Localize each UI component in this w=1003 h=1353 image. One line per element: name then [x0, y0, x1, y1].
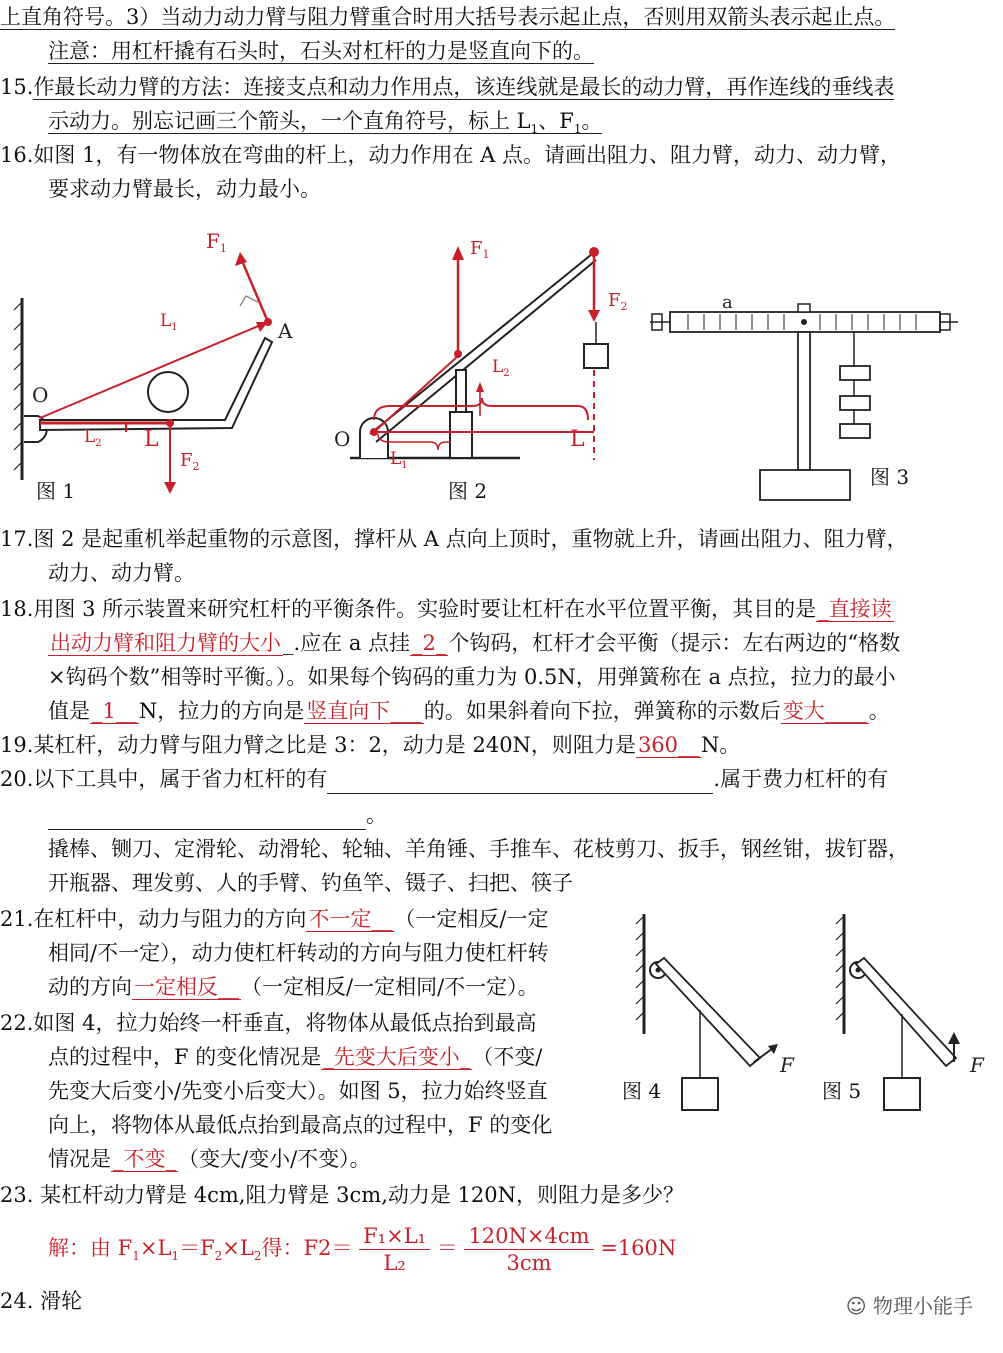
fraction-formula: $\frac{\text{F₁×L₁}}{\text{L₂}}$ [359, 1223, 430, 1276]
figure-5 [820, 910, 1000, 1120]
question-20-b: 。 [48, 800, 387, 830]
fraction-values: $\frac{120N\times 4cm}{3cm}$ [464, 1223, 593, 1276]
question-15: 15.作最长动力臂的方法：连接支点和动力作用点，该连线就是最长的动力臂，再作连线的垂线表 [0, 75, 895, 99]
solution: 解：由 $F_1\times L_1=F_2\times L_2$得：F2＝ $\frac{\text{F₁×L₁}}{\text{L₂}}$ ＝ $\frac{120N\times 4cm}{3cm}$ =160N [48, 1224, 677, 1275]
f1-label: $F_1$ [206, 229, 227, 255]
wechat-icon: ☺ [845, 1294, 867, 1318]
text-line: 上直角符号。3）当动力动力臂与阻力臂重合时用大括号表示起止点，否则用双箭头表示起止点。 [0, 5, 896, 29]
figure-3-caption: 图 3 [870, 465, 910, 489]
l1-label: $L_1$ [160, 311, 178, 333]
figure-3 [648, 290, 978, 510]
question-18: 18.用图 3 所示装置来研究杠杆的平衡条件。实验时要让杠杆在水平位置平衡，其目的是_直接读 [0, 597, 892, 621]
question-16-cont: 要求动力臂最长，动力最小。 [48, 177, 321, 201]
question-17-cont: 动力、动力臂。 [48, 561, 195, 585]
question-22: 22.如图 4，拉力始终一杆垂直，将物体从最低点抬到最高 [0, 1011, 537, 1035]
question-20-c: 撬棒、铡刀、定滑轮、动滑轮、轮轴、羊角锤、手推车、花枝剪刀、扳手，钢丝钳，拔钉器， [48, 837, 909, 861]
pivot-o-label-fig2: O [334, 427, 351, 451]
f2-label: $F_2$ [180, 450, 200, 473]
answer-blank[interactable] [48, 807, 366, 830]
question-22-b: 点的过程中，F 的变化情况是_先变大后变小_（不变/ [48, 1045, 543, 1069]
question-16: 16.如图 1，有一物体放在弯曲的杆上，动力作用在 A 点。请画出阻力、阻力臂，动力、动力臂， [0, 143, 901, 167]
text-line: 注意：用杠杆撬有石头时，石头对杠杆的力是竖直向下的。 [48, 39, 594, 63]
force-f-label-fig4: F [780, 1053, 794, 1077]
figure-2 [330, 220, 628, 510]
question-17: 17.图 2 是起重机举起重物的示意图，撑杆从 A 点向上顶时，重物就上升，请画出阻力、阻力臂， [0, 527, 908, 551]
question-20: 20.以下工具中，属于省力杠杆的有 .属于费力杠杆的有 [0, 764, 888, 794]
figure-2-caption: 图 2 [448, 479, 488, 503]
point-a-label: A [278, 319, 293, 343]
question-23: 23. 某杠杆动力臂是 4cm,阻力臂是 3cm,动力是 120N，则阻力是多少？ [0, 1183, 684, 1207]
question-18-c: ×钩码个数”相等时平衡。）。如果每个钩码的重力为 0.5N，用弹簧称在 a 点拉，拉力的最小 [48, 665, 896, 689]
f1-label-fig2: $F_1$ [470, 238, 490, 261]
figure-1-caption: 图 1 [36, 479, 76, 503]
question-18-b: 出动力臂和阻力臂的大小_.应在 a 点挂_2_个钩码，杠杆才会平衡（提示：左右两边的“格数 [50, 631, 901, 655]
question-21-b: 相同/不一定），动力使杠杆转动的方向与阻力使杠杆转 [48, 941, 549, 965]
question-22-e: 情况是_不变_（变大/变小/不变）。 [48, 1147, 371, 1171]
l1-label-fig2: $L_1$ [390, 449, 408, 471]
question-20-d: 开瓶器、理发剪、人的手臂、钓鱼竿、镊子、扫把、筷子 [48, 871, 573, 895]
question-24: 24. 滑轮 [0, 1289, 83, 1313]
l-label: L [144, 427, 159, 452]
l2-label: $L_2$ [84, 427, 102, 449]
figure-5-caption: 图 5 [822, 1079, 862, 1103]
figure-4 [620, 910, 810, 1120]
answer-blank[interactable] [327, 771, 713, 794]
question-21-c: 动的方向一定相反__（一定相反/一定相同/不一定）。 [48, 975, 539, 999]
question-22-d: 向上，将物体从最低点抬到最高点的过程中，F 的变化 [48, 1113, 553, 1137]
l2-label-fig2: $L_2$ [492, 357, 510, 379]
figure-4-caption: 图 4 [622, 1079, 662, 1103]
question-15-cont: 示动力。别忘记画三个箭头，一个直角符号，标上 $L_1$、$F_1$。 [48, 109, 603, 137]
pivot-o-label: O [32, 383, 49, 407]
f2-label-fig2: $F_2$ [608, 290, 628, 313]
question-19: 19.某杠杆，动力臂与阻力臂之比是 3：2，动力是 240N，则阻力是360__N。 [0, 733, 741, 757]
l-label-fig2: L [570, 427, 585, 452]
question-18-d: 值是_1__N，拉力的方向是竖直向下___的。如果斜着向下拉，弹簧称的示数后变大____。 [48, 699, 890, 723]
watermark: ☺ 物理小能手 [845, 1294, 973, 1318]
question-22-c: 先变大后变小/先变小后变大）。如图 5，拉力始终竖直 [48, 1079, 548, 1103]
point-a-fig3: a [722, 292, 733, 313]
question-21: 21.在杠杆中，动力与阻力的方向不一定__（一定相反/一定 [0, 907, 549, 931]
figure-1 [10, 220, 293, 510]
force-f-label-fig5: F [970, 1053, 984, 1077]
